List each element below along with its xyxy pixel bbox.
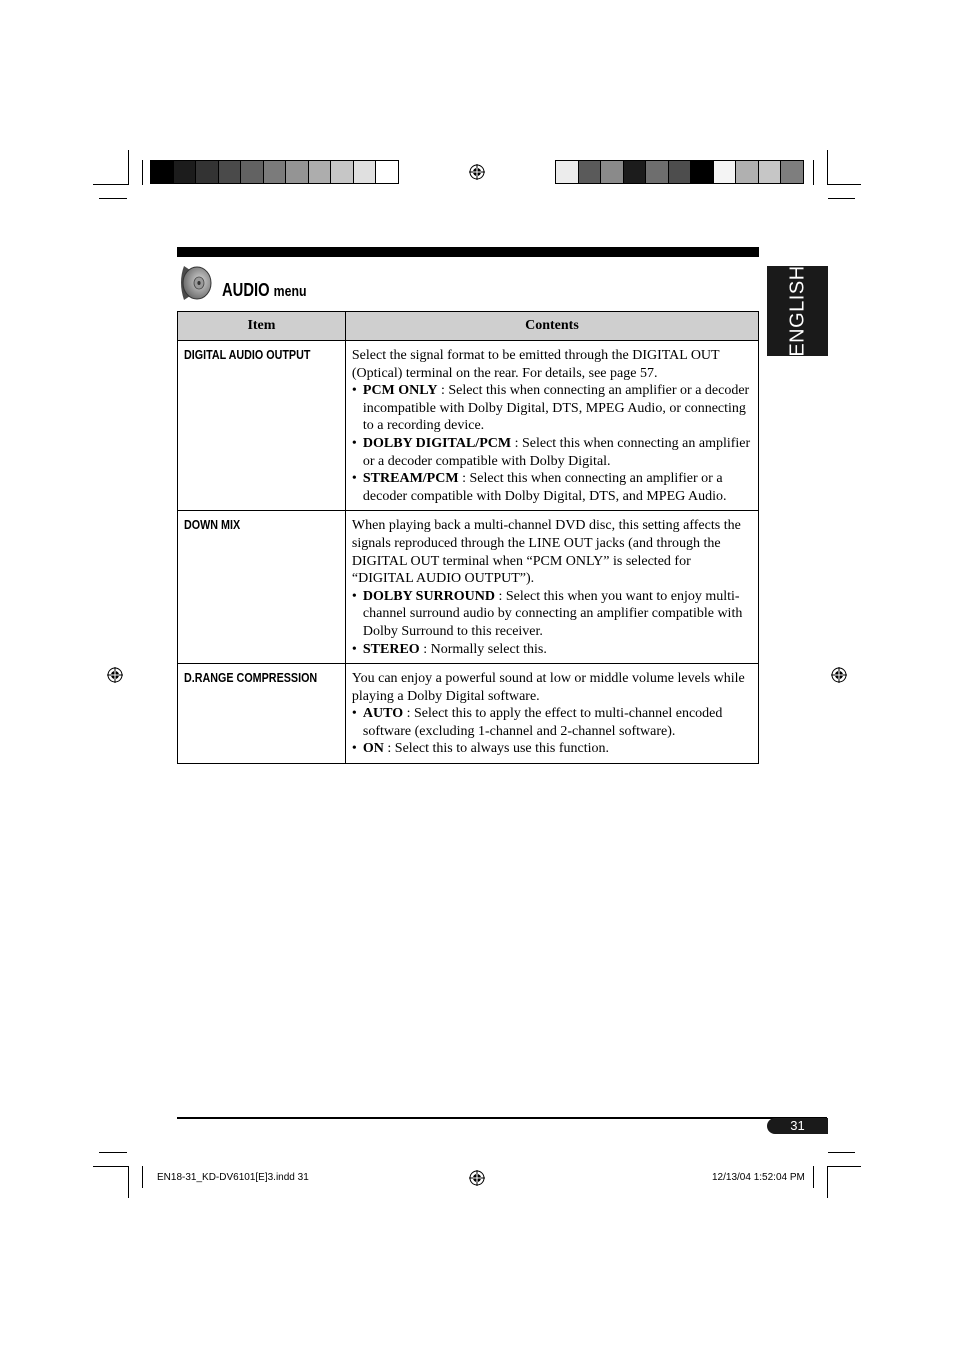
page-number: 31 xyxy=(767,1118,828,1134)
option-term: STREAM/PCM xyxy=(362,471,459,487)
crop-mark xyxy=(827,150,828,185)
top-rule xyxy=(177,247,759,257)
item-cell xyxy=(178,511,346,664)
crop-mark xyxy=(828,198,855,199)
crop-mark xyxy=(813,1166,814,1188)
registration-target-icon xyxy=(831,667,847,683)
contents-cell xyxy=(345,341,758,511)
option-item xyxy=(352,435,752,470)
option-desc: : Select this when you want to enjoy multi-channel surround audio by connecting an amplifier compatible with Dolby Surround to this receiver. xyxy=(362,588,743,639)
registration-target-icon xyxy=(107,667,123,683)
language-tab xyxy=(767,266,828,356)
crop-mark xyxy=(827,1166,828,1198)
footer-timestamp: 12/13/04 1:52:04 PM xyxy=(712,1172,805,1183)
option-item xyxy=(352,588,752,641)
section-title-main: AUDIO xyxy=(222,280,270,300)
crop-mark xyxy=(142,1166,143,1188)
option-term: AUTO xyxy=(362,706,404,722)
option-term: DOLBY DIGITAL/PCM xyxy=(362,435,512,451)
table-row xyxy=(178,511,759,664)
bottom-rule xyxy=(177,1117,827,1119)
table-row xyxy=(178,341,759,511)
crop-mark xyxy=(99,198,127,199)
item-description: You can enjoy a powerful sound at low or middle volume levels while playing a Dolby Digital software. xyxy=(351,671,745,704)
option-desc: : Normally select this. xyxy=(419,641,547,657)
item-label: DOWN MIX xyxy=(184,518,241,533)
item-cell xyxy=(178,664,346,764)
crop-mark xyxy=(128,1166,129,1198)
option-item xyxy=(352,641,752,659)
footer-file-slug: EN18-31_KD-DV6101[E]3.indd 31 xyxy=(157,1172,309,1183)
option-desc: : Select this when connecting an amplifier or a decoder compatible with Dolby Digital, DTS, and MPEG Audio. xyxy=(362,471,727,504)
crop-mark xyxy=(128,150,129,185)
language-tab-label: ENGLISH xyxy=(786,265,808,357)
contents-cell xyxy=(345,664,758,764)
option-desc: : Select this to always use this function. xyxy=(383,741,610,757)
option-item xyxy=(352,740,752,758)
section-title-small: menu xyxy=(273,283,307,300)
item-description: When playing back a multi-channel DVD disc, this setting affects the signals reproduced through the LINE OUT jacks (and through the DIGITAL OUT terminal when “PCM ONLY” is selected for “DIGITAL AUDIO OUTPUT”). xyxy=(351,518,741,587)
registration-target-icon xyxy=(469,164,485,180)
item-label: DIGITAL AUDIO OUTPUT xyxy=(184,348,311,362)
crop-mark xyxy=(828,1166,861,1167)
option-item xyxy=(352,470,752,505)
color-bar-left xyxy=(150,160,399,184)
crop-mark xyxy=(142,160,143,185)
column-header-contents: Contents xyxy=(345,312,758,341)
registration-target-icon xyxy=(469,1170,485,1186)
option-term: ON xyxy=(362,741,384,757)
crop-mark xyxy=(828,184,861,185)
option-item xyxy=(352,382,752,435)
audio-menu-table xyxy=(177,311,759,764)
crop-mark xyxy=(99,1152,127,1153)
crop-mark xyxy=(93,1166,128,1167)
table-row xyxy=(178,664,759,764)
option-term: STEREO xyxy=(362,641,420,657)
option-term: PCM ONLY xyxy=(362,383,438,399)
crop-mark xyxy=(813,160,814,185)
contents-cell xyxy=(345,511,758,664)
color-bar-right xyxy=(555,160,804,184)
item-cell xyxy=(178,341,346,511)
crop-mark xyxy=(828,1152,855,1153)
item-label: D.RANGE COMPRESSION xyxy=(184,671,318,686)
section-title xyxy=(222,280,306,301)
option-desc: : Select this when connecting an amplifier or a decoder compatible with Dolby Digital. xyxy=(362,435,751,469)
option-term: DOLBY SURROUND xyxy=(362,588,495,604)
disc-speaker-icon xyxy=(176,264,212,302)
item-description: Select the signal format to be emitted through the DIGITAL OUT (Optical) terminal on the rear. For details, see page 57. xyxy=(351,348,720,381)
option-desc: : Select this when connecting an amplifier or a decoder incompatible with Dolby Digital, DTS, MPEG Audio, or connecting to a recording device. xyxy=(362,383,750,434)
option-desc: : Select this to apply the effect to multi-channel encoded software (excluding 1-channel and 2-channel software). xyxy=(362,706,723,739)
crop-mark xyxy=(93,184,128,185)
column-header-item: Item xyxy=(178,312,346,341)
option-item xyxy=(352,705,752,740)
table-header-row xyxy=(178,312,759,341)
